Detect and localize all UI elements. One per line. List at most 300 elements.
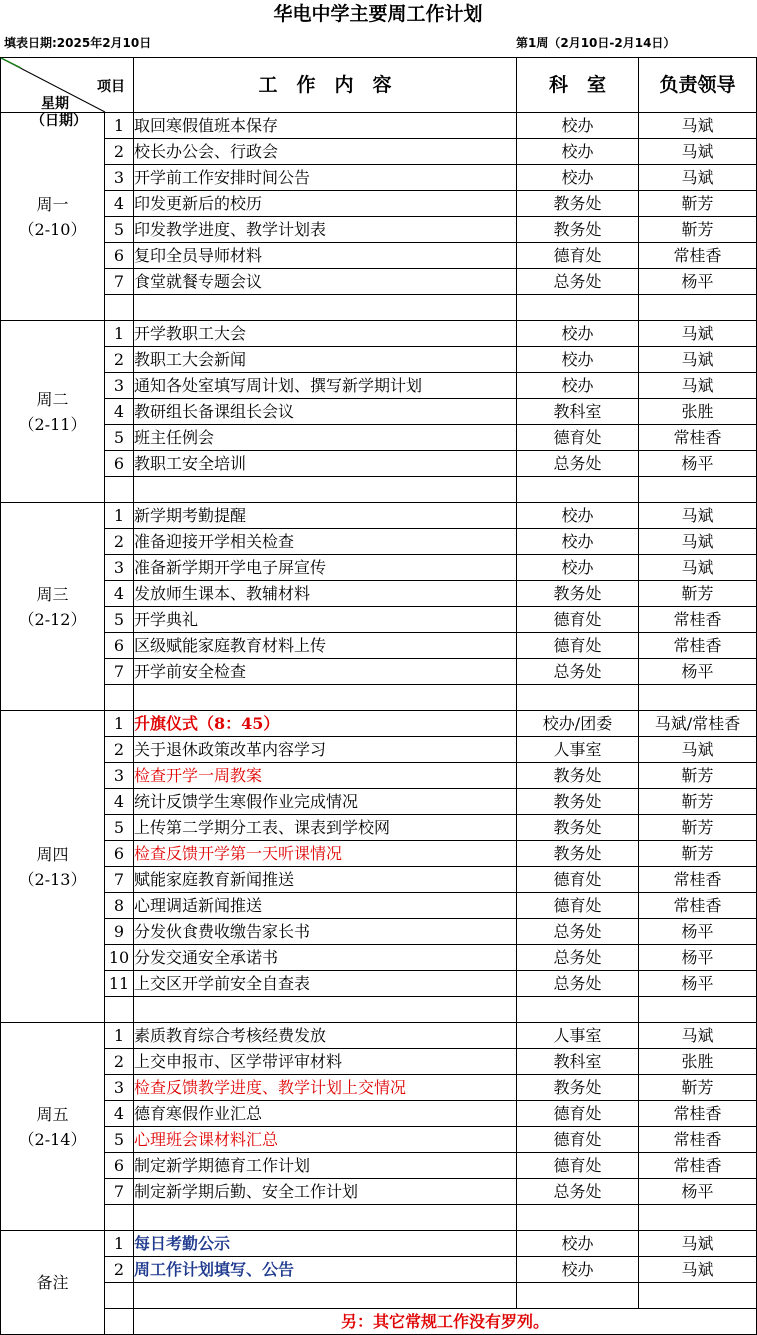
day-cell [1, 1231, 105, 1335]
task-dept: 总务处 [517, 659, 639, 685]
blank-cell [517, 1283, 639, 1309]
task-content [134, 1101, 517, 1127]
day-date: （2-11） [18, 414, 87, 434]
task-number: 4 [105, 399, 134, 425]
day-date: （2-10） [18, 219, 87, 239]
task-dept: 教务处 [517, 581, 639, 607]
task-content [134, 451, 517, 477]
task-text: 复印全员导师材料 [134, 246, 263, 265]
task-lead: 张胜 [639, 1049, 757, 1075]
task-dept: 校办 [517, 165, 639, 191]
table-row [1, 633, 757, 659]
task-dept: 教务处 [517, 191, 639, 217]
task-dept: 总务处 [517, 1179, 639, 1205]
day-date: （2-14） [18, 1129, 87, 1149]
table-row [1, 1023, 757, 1049]
blank-cell [517, 295, 639, 321]
table-row [1, 919, 757, 945]
table-row [1, 841, 757, 867]
task-content [134, 1153, 517, 1179]
blank-cell [105, 477, 134, 503]
task-number: 5 [105, 607, 134, 633]
task-lead: 靳芳 [639, 789, 757, 815]
task-lead: 杨平 [639, 269, 757, 295]
task-number: 9 [105, 919, 134, 945]
blank-cell [105, 1283, 134, 1309]
table-row [1, 321, 757, 347]
task-content [134, 1023, 517, 1049]
task-dept: 校办 [517, 1257, 639, 1283]
blank-cell [105, 997, 134, 1023]
day-name: 备注 [36, 1273, 69, 1292]
task-lead: 马斌 [639, 321, 757, 347]
task-text: 素质教育综合考核经费发放 [134, 1026, 327, 1045]
task-lead: 马斌 [639, 165, 757, 191]
task-text: 教职工安全培训 [134, 454, 247, 473]
task-number: 7 [105, 269, 134, 295]
task-content [134, 529, 517, 555]
task-dept: 德育处 [517, 425, 639, 451]
task-dept: 校办 [517, 139, 639, 165]
table-row [1, 1101, 757, 1127]
table-row [1, 425, 757, 451]
task-number: 6 [105, 243, 134, 269]
task-number: 8 [105, 893, 134, 919]
task-text: 印发更新后的校历 [134, 194, 263, 213]
table-row [1, 555, 757, 581]
task-text: 印发教学进度、教学计划表 [134, 220, 327, 239]
blank-row [1, 1283, 757, 1309]
blank-cell [134, 685, 517, 711]
task-lead: 杨平 [639, 659, 757, 685]
blank-cell [517, 997, 639, 1023]
task-content [134, 841, 517, 867]
task-dept: 总务处 [517, 919, 639, 945]
task-content [134, 867, 517, 893]
blank-cell [517, 477, 639, 503]
task-content [134, 1179, 517, 1205]
task-dept: 教务处 [517, 1075, 639, 1101]
blank-cell [134, 1205, 517, 1231]
task-text: 校长办公会、行政会 [134, 142, 279, 161]
task-text: 教职工大会新闻 [134, 350, 247, 369]
table-row [1, 373, 757, 399]
task-content [134, 191, 517, 217]
task-lead: 常桂香 [639, 607, 757, 633]
blank-cell [105, 685, 134, 711]
task-text: 分发伙食费收缴告家长书 [134, 922, 311, 941]
blank-row [1, 295, 757, 321]
table-row [1, 191, 757, 217]
task-lead: 马斌 [639, 1023, 757, 1049]
task-content [134, 1075, 517, 1101]
task-dept: 校办 [517, 347, 639, 373]
task-number: 5 [105, 1127, 134, 1153]
task-content [134, 1257, 517, 1283]
table-row [1, 945, 757, 971]
table-row [1, 503, 757, 529]
table-row [1, 1049, 757, 1075]
task-content [134, 815, 517, 841]
task-dept: 教务处 [517, 217, 639, 243]
blank-cell [105, 1309, 134, 1335]
table-row [1, 1127, 757, 1153]
task-content [134, 243, 517, 269]
day-cell [1, 503, 105, 711]
task-content [134, 1049, 517, 1075]
table-row [1, 659, 757, 685]
task-lead: 常桂香 [639, 425, 757, 451]
task-content [134, 347, 517, 373]
task-dept: 教科室 [517, 399, 639, 425]
task-number: 1 [105, 711, 134, 737]
task-content [134, 711, 517, 737]
day-name: 周三 [36, 584, 69, 604]
task-number: 7 [105, 1179, 134, 1205]
task-lead: 马斌 [639, 1231, 757, 1257]
task-lead: 杨平 [639, 919, 757, 945]
day-name: 周五 [36, 1104, 69, 1124]
task-lead: 杨平 [639, 945, 757, 971]
task-dept: 德育处 [517, 893, 639, 919]
task-dept: 教务处 [517, 789, 639, 815]
table-row [1, 971, 757, 997]
blank-cell [639, 295, 757, 321]
table-row [1, 893, 757, 919]
blank-cell [517, 1205, 639, 1231]
table-row [1, 165, 757, 191]
page-title: 华电中学主要周工作计划 [273, 3, 483, 25]
task-text: 检查反馈开学第一天听课情况 [134, 844, 343, 863]
task-dept: 总务处 [517, 451, 639, 477]
task-lead: 靳芳 [639, 841, 757, 867]
task-content [134, 763, 517, 789]
task-content [134, 1127, 517, 1153]
task-text: 开学教职工大会 [134, 324, 247, 343]
task-lead: 常桂香 [639, 867, 757, 893]
task-content [134, 659, 517, 685]
blank-cell [517, 685, 639, 711]
header-content: 工 作 内 容 [134, 58, 517, 113]
day-date: （2-13） [18, 869, 87, 889]
task-content [134, 373, 517, 399]
task-number: 6 [105, 451, 134, 477]
task-number: 5 [105, 815, 134, 841]
task-content [134, 893, 517, 919]
task-text: 心理调适新闻推送 [134, 896, 263, 915]
table-row [1, 1153, 757, 1179]
table-header-row [1, 58, 757, 113]
task-number: 5 [105, 425, 134, 451]
table-row [1, 1179, 757, 1205]
header-weekday-label: 星期 [41, 96, 69, 112]
task-dept: 教科室 [517, 1049, 639, 1075]
table-row [1, 711, 757, 737]
header-lead: 负责领导 [639, 58, 757, 113]
table-row [1, 113, 757, 139]
task-content [134, 789, 517, 815]
task-text: 上交区开学前安全自查表 [134, 974, 311, 993]
header-dept: 科 室 [517, 58, 639, 113]
task-dept: 人事室 [517, 737, 639, 763]
footer-note: 另：其它常规工作没有罗列。 [134, 1309, 757, 1335]
table-row [1, 737, 757, 763]
task-content [134, 425, 517, 451]
task-text: 检查反馈教学进度、教学计划上交情况 [134, 1078, 407, 1097]
task-text: 准备迎接开学相关检查 [134, 532, 295, 551]
task-text: 区级赋能家庭教育材料上传 [134, 636, 327, 655]
task-lead: 马斌 [639, 347, 757, 373]
task-content [134, 945, 517, 971]
task-lead: 常桂香 [639, 1101, 757, 1127]
table-row [1, 1075, 757, 1101]
blank-cell [639, 997, 757, 1023]
table-row [1, 243, 757, 269]
task-lead: 靳芳 [639, 217, 757, 243]
blank-row [1, 997, 757, 1023]
day-name: 周一 [36, 194, 69, 214]
task-dept: 总务处 [517, 269, 639, 295]
task-text: 统计反馈学生寒假作业完成情况 [134, 792, 359, 811]
task-text: 制定新学期德育工作计划 [134, 1156, 311, 1175]
task-dept: 校办 [517, 503, 639, 529]
task-lead: 靳芳 [639, 581, 757, 607]
task-content [134, 165, 517, 191]
task-dept: 校办 [517, 373, 639, 399]
task-number: 4 [105, 789, 134, 815]
footer-row [1, 1309, 757, 1335]
task-text: 开学前工作安排时间公告 [134, 168, 311, 187]
task-content [134, 503, 517, 529]
task-dept: 校办 [517, 113, 639, 139]
table-row [1, 1257, 757, 1283]
task-content [134, 217, 517, 243]
task-text: 开学典礼 [134, 610, 199, 629]
task-dept: 总务处 [517, 971, 639, 997]
blank-row [1, 685, 757, 711]
task-lead: 常桂香 [639, 243, 757, 269]
table-row [1, 581, 757, 607]
table-row [1, 451, 757, 477]
task-dept: 校办 [517, 1231, 639, 1257]
task-number: 4 [105, 191, 134, 217]
blank-row [1, 1205, 757, 1231]
task-dept: 德育处 [517, 1127, 639, 1153]
task-text: 周工作计划填写、公告 [134, 1260, 295, 1279]
task-dept: 校办/团委 [517, 711, 639, 737]
task-lead: 杨平 [639, 451, 757, 477]
task-text: 上传第二学期分工表、课表到学校网 [134, 818, 391, 837]
task-number: 3 [105, 763, 134, 789]
task-number: 1 [105, 321, 134, 347]
task-number: 2 [105, 139, 134, 165]
task-lead: 张胜 [639, 399, 757, 425]
blank-cell [134, 997, 517, 1023]
task-number: 6 [105, 633, 134, 659]
task-content [134, 737, 517, 763]
task-number: 3 [105, 1075, 134, 1101]
task-dept: 教务处 [517, 841, 639, 867]
task-text: 上交申报市、区学带评审材料 [134, 1052, 343, 1071]
day-cell [1, 1023, 105, 1231]
header-item-label: 项目 [97, 79, 125, 95]
task-text: 班主任例会 [134, 428, 215, 447]
table-row [1, 217, 757, 243]
table-row [1, 529, 757, 555]
task-lead: 杨平 [639, 1179, 757, 1205]
task-number: 3 [105, 165, 134, 191]
table-row [1, 399, 757, 425]
task-text: 教研组长备课组长会议 [134, 402, 295, 421]
task-text: 检查开学一周教案 [134, 766, 263, 785]
task-dept: 校办 [517, 555, 639, 581]
task-dept: 德育处 [517, 1101, 639, 1127]
task-number: 3 [105, 373, 134, 399]
task-content [134, 633, 517, 659]
task-text: 心理班会课材料汇总 [134, 1130, 279, 1149]
task-content [134, 1231, 517, 1257]
table-row [1, 607, 757, 633]
task-dept: 德育处 [517, 633, 639, 659]
task-lead: 马斌 [639, 737, 757, 763]
table-row [1, 139, 757, 165]
task-text: 通知各处室填写周计划、撰写新学期计划 [134, 376, 423, 395]
task-dept: 校办 [517, 529, 639, 555]
task-lead: 靳芳 [639, 1075, 757, 1101]
table-row [1, 1231, 757, 1257]
task-lead: 马斌 [639, 529, 757, 555]
task-lead: 常桂香 [639, 633, 757, 659]
task-dept: 校办 [517, 321, 639, 347]
task-number: 6 [105, 1153, 134, 1179]
table-row [1, 763, 757, 789]
task-text: 德育寒假作业汇总 [134, 1104, 263, 1123]
table-row [1, 789, 757, 815]
task-number: 1 [105, 1231, 134, 1257]
task-dept: 教务处 [517, 815, 639, 841]
table-row [1, 269, 757, 295]
task-lead: 常桂香 [639, 1127, 757, 1153]
task-content [134, 139, 517, 165]
task-text: 升旗仪式（8：45） [134, 714, 280, 733]
task-text: 取回寒假值班本保存 [134, 116, 279, 135]
task-dept: 总务处 [517, 945, 639, 971]
task-dept: 教务处 [517, 763, 639, 789]
table-row [1, 867, 757, 893]
header-date-label: （日期） [31, 113, 87, 129]
task-dept: 德育处 [517, 607, 639, 633]
work-plan-table [0, 57, 757, 1335]
task-number: 2 [105, 737, 134, 763]
blank-cell [105, 295, 134, 321]
task-lead: 马斌/常桂香 [639, 711, 757, 737]
task-number: 1 [105, 503, 134, 529]
day-name: 周四 [36, 844, 69, 864]
blank-cell [639, 477, 757, 503]
task-content [134, 607, 517, 633]
blank-cell [134, 477, 517, 503]
blank-cell [134, 1283, 517, 1309]
task-number: 1 [105, 1023, 134, 1049]
task-dept: 德育处 [517, 867, 639, 893]
task-number: 2 [105, 529, 134, 555]
task-number: 4 [105, 1101, 134, 1127]
task-lead: 常桂香 [639, 893, 757, 919]
task-text: 分发交通安全承诺书 [134, 948, 279, 967]
task-lead: 马斌 [639, 503, 757, 529]
task-lead: 马斌 [639, 113, 757, 139]
task-lead: 马斌 [639, 1257, 757, 1283]
task-content [134, 321, 517, 347]
day-cell [1, 711, 105, 1023]
task-content [134, 399, 517, 425]
blank-cell [639, 1283, 757, 1309]
week-label: 第1周（2月10日-2月14日） [516, 36, 676, 50]
task-text: 开学前安全检查 [134, 662, 247, 681]
task-dept: 德育处 [517, 243, 639, 269]
task-lead: 靳芳 [639, 763, 757, 789]
task-content [134, 269, 517, 295]
blank-cell [639, 685, 757, 711]
task-number: 2 [105, 347, 134, 373]
task-text: 每日考勤公示 [134, 1234, 231, 1253]
task-number: 2 [105, 1049, 134, 1075]
task-number: 2 [105, 1257, 134, 1283]
task-text: 关于退休政策改革内容学习 [134, 740, 327, 759]
blank-row [1, 477, 757, 503]
table-row [1, 347, 757, 373]
task-content [134, 555, 517, 581]
task-number: 6 [105, 841, 134, 867]
task-text: 赋能家庭教育新闻推送 [134, 870, 295, 889]
task-number: 10 [105, 945, 134, 971]
diagonal-header-cell [1, 58, 134, 129]
task-number: 5 [105, 217, 134, 243]
task-text: 新学期考勤提醒 [134, 506, 247, 525]
blank-cell [639, 1205, 757, 1231]
task-lead: 靳芳 [639, 191, 757, 217]
task-dept: 人事室 [517, 1023, 639, 1049]
task-lead: 马斌 [639, 373, 757, 399]
day-date: （2-12） [18, 609, 87, 629]
task-dept: 德育处 [517, 1153, 639, 1179]
task-lead: 马斌 [639, 139, 757, 165]
task-number: 7 [105, 867, 134, 893]
fill-date: 填表日期:2025年2月10日 [4, 36, 152, 50]
task-lead: 马斌 [639, 555, 757, 581]
task-text: 准备新学期开学电子屏宣传 [134, 558, 327, 577]
task-number: 3 [105, 555, 134, 581]
table-row [1, 815, 757, 841]
task-text: 食堂就餐专题会议 [134, 272, 263, 291]
task-content [134, 971, 517, 997]
day-name: 周二 [36, 389, 69, 409]
task-lead: 常桂香 [639, 1153, 757, 1179]
blank-cell [105, 1205, 134, 1231]
task-text: 发放师生课本、教辅材料 [134, 584, 311, 603]
task-number: 11 [105, 971, 134, 997]
blank-cell [134, 295, 517, 321]
task-lead: 靳芳 [639, 815, 757, 841]
task-text: 制定新学期后勤、安全工作计划 [134, 1182, 359, 1201]
task-number: 7 [105, 659, 134, 685]
task-content [134, 113, 517, 139]
day-cell [1, 321, 105, 503]
task-number: 1 [105, 113, 134, 139]
task-content [134, 919, 517, 945]
task-number: 4 [105, 581, 134, 607]
task-lead: 杨平 [639, 971, 757, 997]
